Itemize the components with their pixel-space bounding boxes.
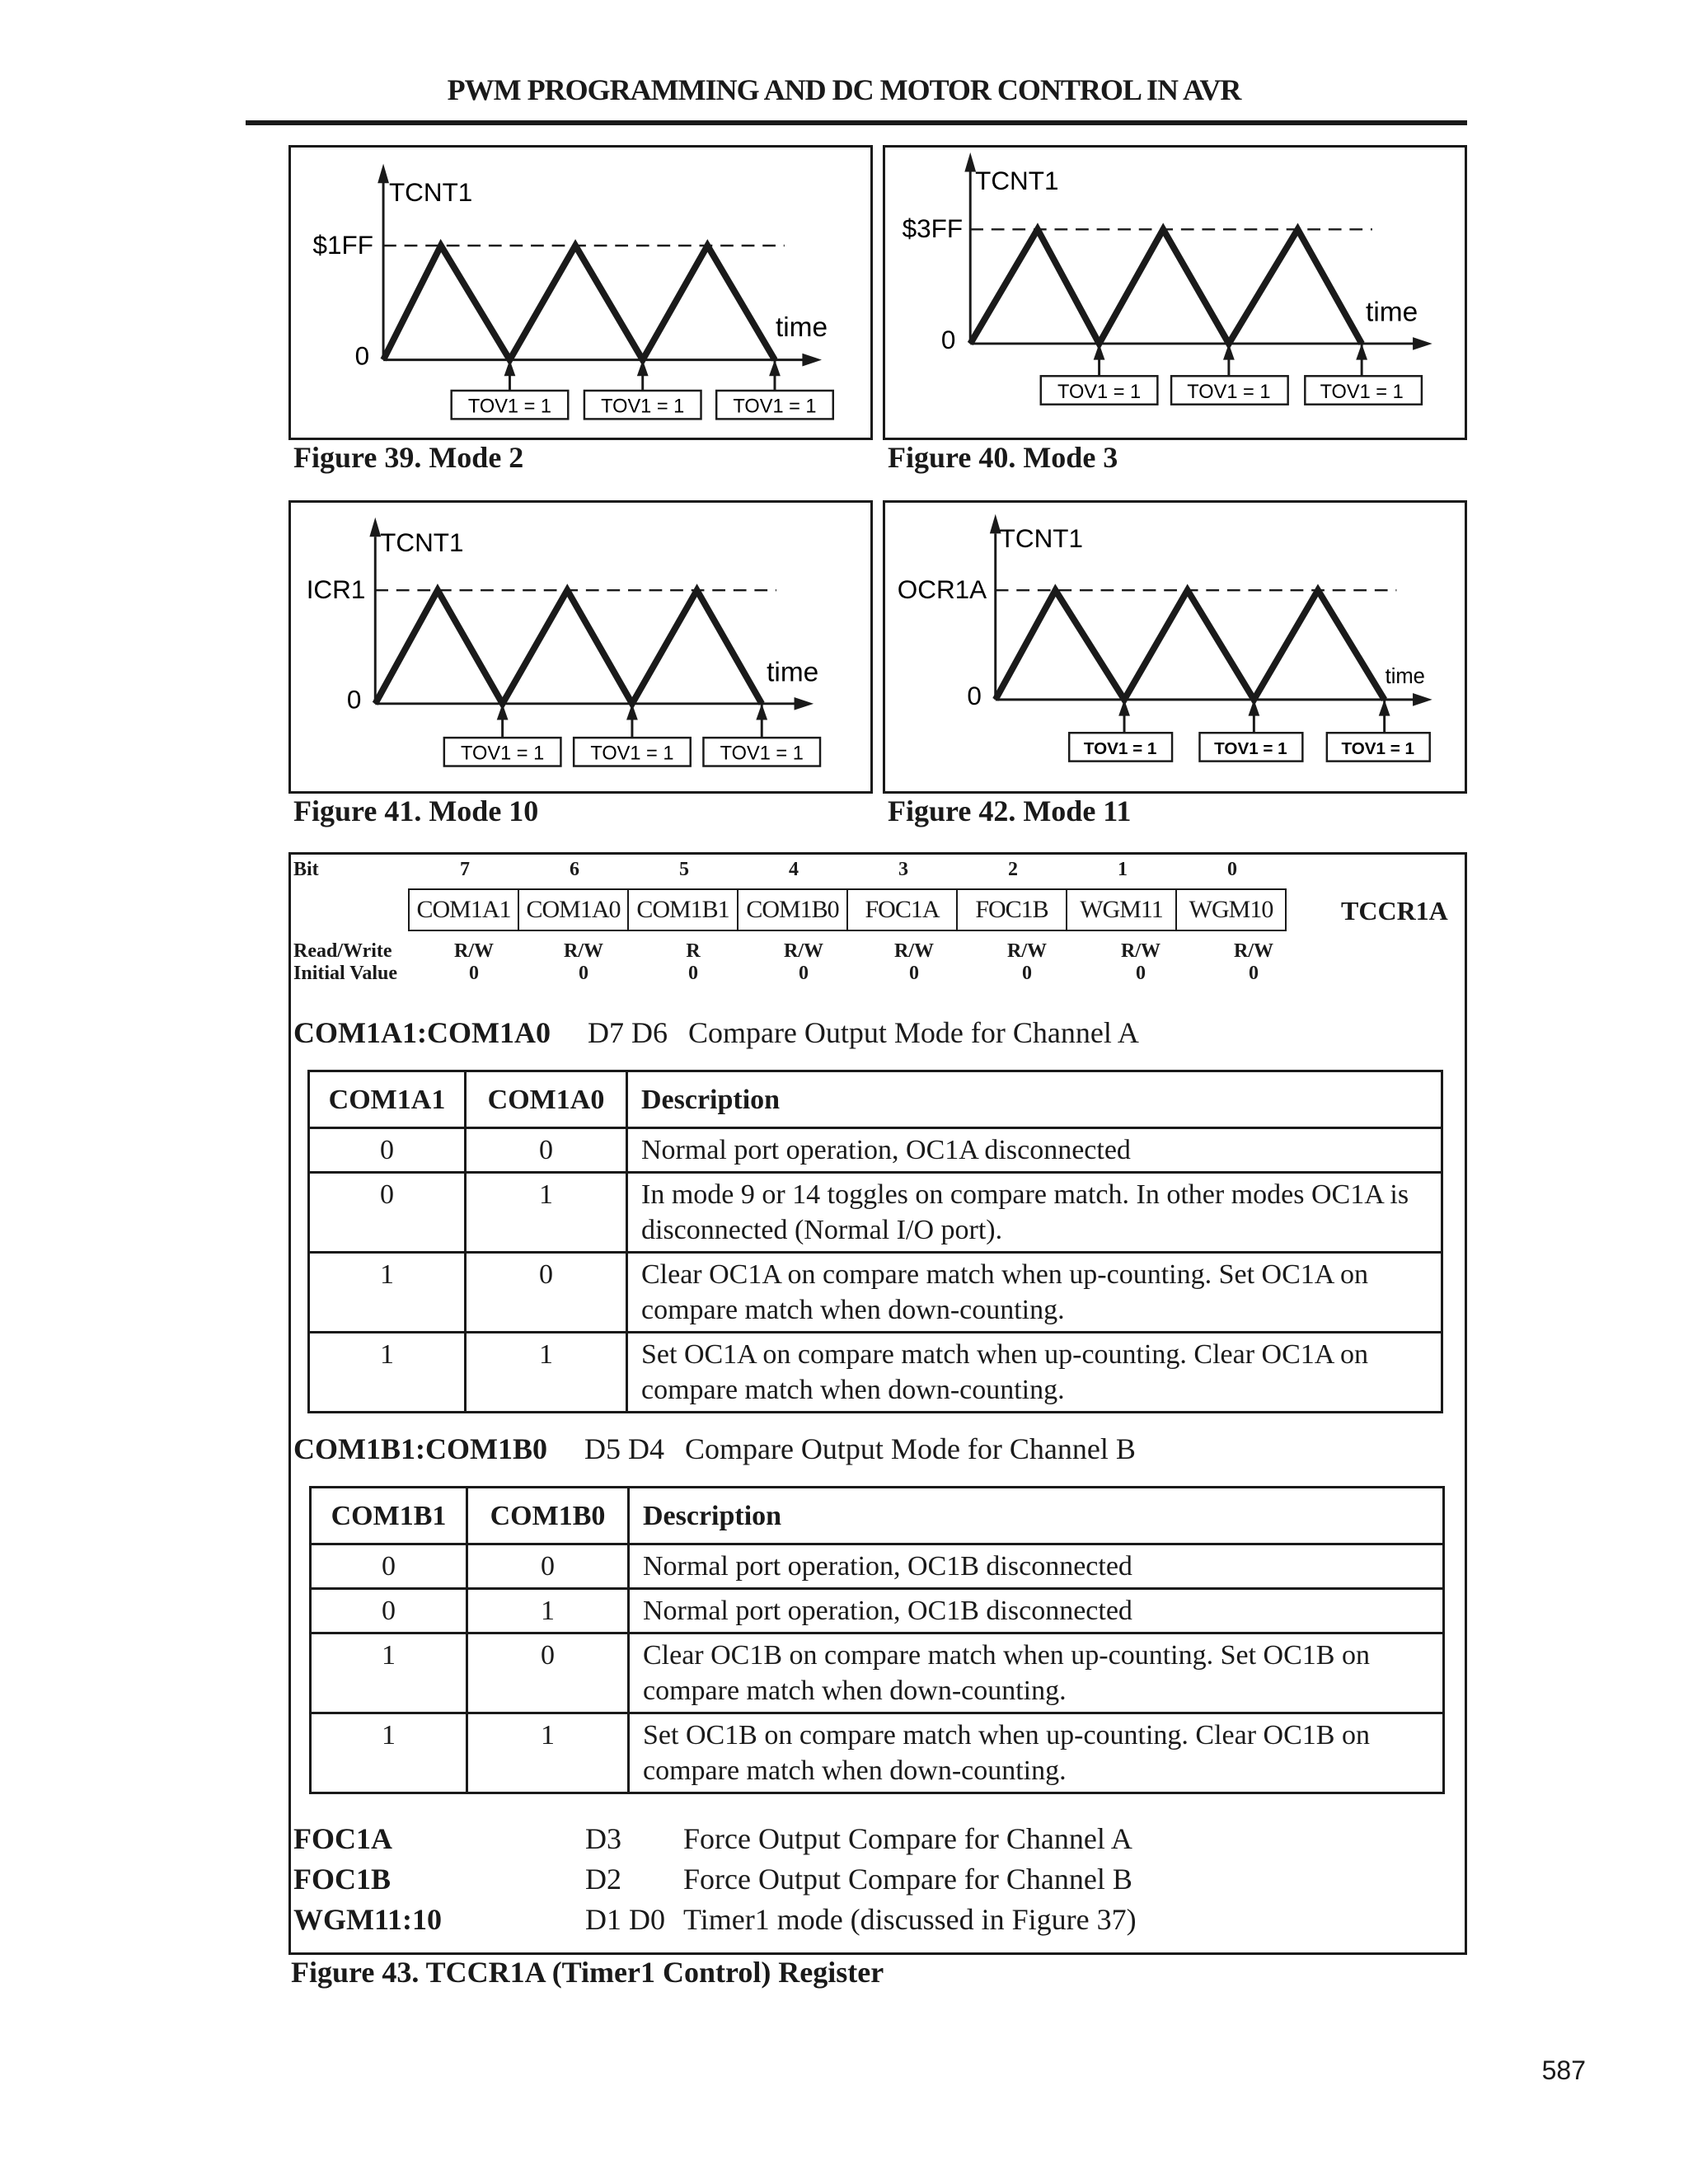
- table-cell: 1: [311, 1713, 467, 1793]
- table-row: [311, 1544, 1444, 1589]
- section-b-name: COM1B1:COM1B0: [293, 1432, 547, 1465]
- y-axis-label: TCNT1: [975, 166, 1059, 196]
- figure-41-box: [288, 500, 873, 794]
- table-cell: Clear OC1B on compare match when up-counting. Set OC1B on compare match when down-counting.: [629, 1633, 1444, 1713]
- tov-flag-label: TOV1 = 1: [1187, 380, 1271, 402]
- register-bit-cell: FOC1A: [846, 888, 958, 931]
- init-value: 0: [688, 963, 698, 984]
- column-header: COM1B1: [311, 1488, 467, 1544]
- figure-41-caption: Figure 41. Mode 10: [293, 794, 539, 827]
- section-a-desc: Compare Output Mode for Channel A: [687, 1016, 1139, 1049]
- rw-value: R/W: [894, 940, 934, 962]
- figure-43-caption: Figure 43. TCCR1A (Timer1 Control) Register: [291, 1956, 884, 1989]
- table-cell: 0: [309, 1128, 466, 1173]
- table-cell: Normal port operation, OC1B disconnected: [629, 1544, 1444, 1589]
- bit-number: 4: [789, 859, 799, 880]
- tov-flag-label: TOV1 = 1: [467, 395, 552, 417]
- top-value-label: $1FF: [312, 230, 373, 260]
- init-value: 0: [469, 963, 479, 984]
- rw-value: R/W: [454, 940, 494, 962]
- def-name: WGM11:10: [293, 1903, 442, 1936]
- def-name: FOC1A: [293, 1822, 392, 1855]
- tov-flag-label: TOV1 = 1: [1083, 738, 1157, 758]
- zero-label: 0: [940, 325, 956, 354]
- tov-flag-label: TOV1 = 1: [1057, 380, 1142, 402]
- table-cell: 0: [467, 1544, 629, 1589]
- init-value: 0: [579, 963, 588, 984]
- def-desc: Force Output Compare for Channel B: [683, 1863, 1132, 1896]
- tov-flag-label: TOV1 = 1: [1320, 380, 1404, 402]
- register-name: TCCR1A: [1341, 896, 1448, 926]
- table-cell: 0: [466, 1253, 627, 1333]
- table-cell: 1: [311, 1633, 467, 1713]
- zero-label: 0: [346, 685, 362, 715]
- page-number: 587: [1541, 2055, 1586, 2085]
- figure-40-diagram: [885, 148, 1465, 438]
- table-cell: 0: [311, 1589, 467, 1633]
- figure-39-caption: Figure 39. Mode 2: [293, 441, 524, 474]
- tov-flag-label: TOV1 = 1: [1341, 738, 1415, 758]
- register-bit-cell: FOC1B: [956, 888, 1067, 931]
- table-cell: Clear OC1A on compare match when up-counting. Set OC1A on compare match when down-counting.: [627, 1253, 1442, 1333]
- column-header: COM1A1: [309, 1071, 466, 1128]
- section-b-heading: [293, 1432, 1136, 1466]
- init-value: 0: [1022, 963, 1032, 984]
- table-row: [311, 1633, 1444, 1713]
- bit-number: 3: [898, 859, 908, 880]
- bit-number: 0: [1227, 859, 1237, 880]
- bit-number: 2: [1008, 859, 1018, 880]
- register-bit-cell: WGM10: [1175, 888, 1287, 931]
- section-a-heading: [293, 1015, 1139, 1050]
- table-cell: 0: [309, 1173, 466, 1253]
- section-b-desc: Compare Output Mode for Channel B: [684, 1432, 1136, 1465]
- figure-41-diagram: [291, 503, 870, 791]
- initial-value-label: Initial Value: [293, 963, 398, 984]
- section-a-name: COM1A1:COM1A0: [293, 1016, 551, 1049]
- rw-value: R/W: [1121, 940, 1160, 962]
- table-cell: Set OC1A on compare match when up-counting. Clear OC1A on compare match when down-counting.: [627, 1333, 1442, 1413]
- figure-39-diagram: [291, 148, 870, 438]
- table-com1b: [309, 1486, 1445, 1794]
- top-value-label: OCR1A: [897, 575, 987, 605]
- tov-flag-label: TOV1 = 1: [601, 395, 685, 417]
- header-rule: [246, 120, 1467, 125]
- def-bits: D1 D0: [585, 1903, 665, 1936]
- y-axis-label: TCNT1: [999, 524, 1084, 554]
- table-cell: 1: [309, 1253, 466, 1333]
- rw-value: R/W: [1234, 940, 1273, 962]
- init-value: 0: [799, 963, 809, 984]
- figure-42-diagram: [885, 503, 1465, 791]
- x-axis-label: time: [767, 657, 819, 688]
- register-bit-cell: COM1B0: [737, 888, 848, 931]
- column-header: COM1A0: [466, 1071, 627, 1128]
- table-com1a: [307, 1070, 1443, 1413]
- rw-value: R/W: [564, 940, 603, 962]
- zero-label: 0: [354, 341, 370, 371]
- table-cell: In mode 9 or 14 toggles on compare match. In other modes OC1A is disconnected (Normal I/O port).: [627, 1173, 1442, 1253]
- figure-42-box: [883, 500, 1467, 794]
- read-write-label: Read/Write: [293, 940, 392, 962]
- column-header: COM1B0: [467, 1488, 629, 1544]
- bit-label: Bit: [293, 859, 319, 880]
- register-bit-cell: COM1B1: [627, 888, 738, 931]
- init-value: 0: [1249, 963, 1259, 984]
- bit-number: 7: [460, 859, 470, 880]
- tov-flag-label: TOV1 = 1: [720, 742, 804, 764]
- table-cell: Set OC1B on compare match when up-counting. Clear OC1B on compare match when down-counting.: [629, 1713, 1444, 1793]
- zero-label: 0: [967, 681, 982, 710]
- bit-number: 1: [1118, 859, 1128, 880]
- top-value-label: $3FF: [902, 214, 964, 244]
- register-bit-row: [410, 888, 1287, 931]
- section-a-bits: D7 D6: [587, 1016, 668, 1049]
- rw-value: R/W: [784, 940, 823, 962]
- register-bit-cell: COM1A0: [518, 888, 629, 931]
- table-row: [309, 1173, 1442, 1253]
- tov-flag-label: TOV1 = 1: [461, 742, 545, 764]
- table-header-row: [309, 1071, 1442, 1128]
- def-desc: Timer1 mode (discussed in Figure 37): [683, 1903, 1137, 1936]
- tov-flag-label: TOV1 = 1: [733, 395, 817, 417]
- tov-flag-label: TOV1 = 1: [590, 742, 674, 764]
- init-value: 0: [1136, 963, 1146, 984]
- rw-value: R/W: [1007, 940, 1047, 962]
- figure-42-caption: Figure 42. Mode 11: [888, 794, 1132, 827]
- table-row: [309, 1253, 1442, 1333]
- table-cell: 0: [467, 1633, 629, 1713]
- def-desc: Force Output Compare for Channel A: [683, 1822, 1132, 1855]
- init-value: 0: [909, 963, 919, 984]
- table-row: [311, 1713, 1444, 1793]
- table-header-row: [311, 1488, 1444, 1544]
- table-cell: 0: [311, 1544, 467, 1589]
- section-b-bits: D5 D4: [584, 1432, 664, 1465]
- table-cell: 0: [466, 1128, 627, 1173]
- page-header: PWM PROGRAMMING AND DC MOTOR CONTROL IN AVR: [447, 73, 1241, 106]
- table-row: [311, 1589, 1444, 1633]
- table-cell: 1: [309, 1333, 466, 1413]
- figure-40-caption: Figure 40. Mode 3: [888, 441, 1118, 474]
- register-bit-cell: COM1A1: [408, 888, 519, 931]
- rw-value: R: [686, 940, 701, 962]
- top-value-label: ICR1: [306, 575, 366, 605]
- x-axis-label: time: [775, 312, 828, 344]
- x-axis-label: time: [1385, 665, 1425, 689]
- bit-number: 5: [679, 859, 689, 880]
- table-cell: 1: [467, 1713, 629, 1793]
- figure-39-box: [288, 145, 873, 440]
- y-axis-label: TCNT1: [380, 527, 464, 557]
- column-header: Description: [629, 1488, 1444, 1544]
- table-cell: 1: [466, 1333, 627, 1413]
- table-row: [309, 1333, 1442, 1413]
- y-axis-label: TCNT1: [388, 177, 473, 207]
- register-bit-cell: WGM11: [1066, 888, 1177, 931]
- table-cell: 1: [467, 1589, 629, 1633]
- def-bits: D3: [585, 1822, 621, 1855]
- bit-number: 6: [570, 859, 579, 880]
- table-cell: Normal port operation, OC1A disconnected: [627, 1128, 1442, 1173]
- table-row: [309, 1128, 1442, 1173]
- tov-flag-label: TOV1 = 1: [1214, 738, 1287, 758]
- table-cell: 1: [466, 1173, 627, 1253]
- def-bits: D2: [585, 1863, 621, 1896]
- column-header: Description: [627, 1071, 1442, 1128]
- def-name: FOC1B: [293, 1863, 392, 1896]
- table-cell: Normal port operation, OC1B disconnected: [629, 1589, 1444, 1633]
- x-axis-label: time: [1366, 297, 1418, 328]
- figure-40-box: [883, 145, 1467, 440]
